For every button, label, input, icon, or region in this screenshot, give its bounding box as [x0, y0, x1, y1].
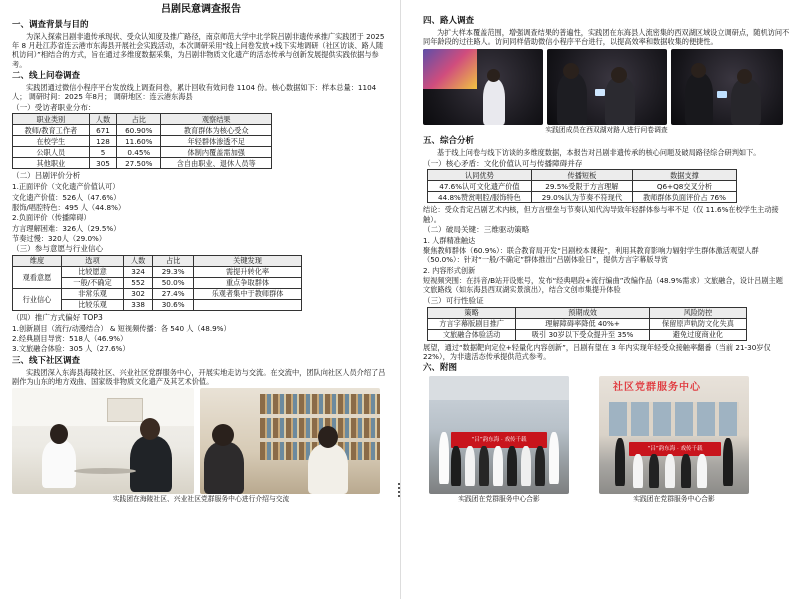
table-cell: 方言字幕版剧目推广 — [428, 318, 516, 329]
section-2-heading: 二、线上问卷调查 — [12, 71, 81, 82]
table-cell: 324 — [123, 267, 152, 278]
evaluation-line: 1.正面评价（文化遗产价值认可） — [12, 182, 120, 192]
core-conflict-table — [427, 169, 737, 203]
table-cell — [194, 300, 302, 311]
table-cell: 其他职业 — [13, 158, 90, 169]
table-header-cell: 预期成效 — [516, 307, 650, 318]
table-header-cell: 策略 — [428, 307, 516, 318]
table-cell: 避免过度商业化 — [649, 329, 746, 340]
community-photos — [12, 388, 390, 494]
table-cell: 教师/教育工作者 — [13, 125, 90, 136]
table-row — [428, 318, 747, 329]
table-row — [428, 329, 747, 340]
table-cell: 671 — [89, 125, 116, 136]
willingness-subheading: （三）参与意愿与行业信心 — [12, 244, 104, 254]
table-row — [13, 267, 302, 278]
appendix-caption-2: 实践团在党群服务中心合影 — [633, 495, 715, 504]
table-header-cell: 选项 — [61, 256, 123, 267]
table-row — [428, 181, 737, 192]
appendix-caption-1: 实践团在党群服务中心合影 — [458, 495, 540, 504]
section-6-heading: 六、附图 — [423, 363, 458, 374]
report-page-2 — [400, 0, 800, 599]
table-cell: 保留原声轨防文化失真 — [649, 318, 746, 329]
table-cell: 教育群体为核心受众 — [161, 125, 272, 136]
strategy-1-text: 聚焦教师群体（60.9%）：联合教育局开发“吕剧校本课程”，利用其教育影响力辐射学生群体激活观望人群（50.0%）：针对“一般/不确定”群体推出“吕剧体验日”，提供方言字幕版导赏 — [423, 246, 759, 265]
table-cell: 128 — [89, 136, 116, 147]
table-header-cell: 认同优势 — [428, 170, 532, 181]
table-cell: 0.45% — [117, 147, 161, 158]
table-cell: 教师群体负面评价占 76% — [632, 192, 736, 203]
table-header-cell: 占比 — [117, 114, 161, 125]
occupation-table — [12, 113, 272, 169]
promotion-line: 3.文旅融合体验：305 人（27.6%） — [12, 344, 130, 354]
table-row — [13, 158, 272, 169]
table-header-cell: 职业类别 — [13, 114, 90, 125]
appendix-photo-2 — [599, 376, 749, 494]
table-header-cell: 人数 — [123, 256, 152, 267]
table-cell: 302 — [123, 289, 152, 300]
building-sign: 社区党群服务中心 — [613, 382, 701, 394]
evaluation-line: 服饰/唱腔特色：495 人（44.8%） — [12, 202, 126, 212]
community-photo-2 — [200, 388, 380, 494]
table-cell: 观看意愿 — [13, 267, 62, 289]
strategy-1-heading: 1. 人群精准触达 — [423, 235, 476, 245]
table-cell: 比较乐观 — [61, 300, 123, 311]
feasibility-table — [427, 307, 747, 341]
table-cell: 47.6%认可文化遗产价值 — [428, 181, 532, 192]
table-cell: 在校学生 — [13, 136, 90, 147]
table-cell: 305 — [89, 158, 116, 169]
table-cell: 30.6% — [153, 300, 194, 311]
table-cell: 年轻群体渗透不足 — [161, 136, 272, 147]
core-conflict-conclusion: 结论：受众肯定吕剧艺术内核，但方言壁垒与节奏认知代沟导致年轻群体参与率不足（仅 11.6%在校学生主动接触）。 — [423, 205, 779, 224]
table-cell: 11.60% — [117, 136, 161, 147]
street-survey-photos — [423, 49, 790, 125]
core-conflict-subheading: （一）核心矛盾：文化价值认可与传播障碍并存 — [423, 158, 583, 168]
section-1-paragraph: 为深入探索吕剧非遗传承现状、受众认知度及推广路径，南京师范大学中北学院吕剧非遗传承推广实践团于 2025 年 8 月赴江苏省连云港市东海县开展社会实践活动，本次调研采用“线上问卷发放+线下实地调研（社区访谈、路人随机访问）”相结合的方式，旨在通过多维度数据采集，为吕剧非物质文化遗产的活态传承与创新发展提供实践依据与参考。 — [12, 31, 385, 69]
willingness-table — [12, 255, 302, 311]
appendix-photo-1 — [429, 376, 569, 494]
table-header-cell: 维度 — [13, 256, 62, 267]
table-header-cell: 关键发现 — [194, 256, 302, 267]
strategy-subheading: （二）破局关键：三维驱动策略 — [423, 224, 530, 234]
community-photo-1 — [12, 388, 194, 494]
group-banner: “吕”韵东海 · 戏传千载 — [451, 432, 547, 448]
table-header-cell: 传播短板 — [531, 170, 632, 181]
table-cell: 29.3% — [153, 267, 194, 278]
report-title: 吕剧民意调查报告 — [161, 4, 241, 15]
table-cell: 含自由职业、退休人员等 — [161, 158, 272, 169]
promotion-line: 2.经典剧目导赏：518人（46.9%） — [12, 334, 128, 344]
evaluation-line: 方言理解困难：326人（29.5%） — [12, 223, 121, 233]
table-cell: 44.8%赞赏唱腔/服饰特色 — [428, 192, 532, 203]
table-cell: 行业信心 — [13, 289, 62, 311]
table-cell: 乐观者集中于教师群体 — [194, 289, 302, 300]
street-photo-3 — [671, 49, 783, 125]
occupation-subheading: （一）受访者职业分布： — [12, 102, 96, 112]
table-cell: 重点争取群体 — [194, 278, 302, 289]
table-cell: 文旅融合体验活动 — [428, 329, 516, 340]
section-5-paragraph: 基于线上问卷与线下访谈的多维度数据，本报告对吕剧非遗传承的核心问题及破局路径综合研判如下。 — [437, 148, 761, 158]
outlook-paragraph: 展望，通过“数据靶向定位+轻量化内容创新”，吕剧有望在 3 年内实现年轻受众接触率翻番（当前 21-30岁仅 22%），为非遗活态传承提供范式参考。 — [423, 342, 771, 361]
table-cell: Q6+Q8交叉分析 — [632, 181, 736, 192]
table-cell: 比较愿意 — [61, 267, 123, 278]
section-1-heading: 一、调查背景与目的 — [12, 19, 89, 30]
table-header-cell: 观察结果 — [161, 114, 272, 125]
street-photo-2 — [547, 49, 667, 125]
table-header-cell: 数据支撑 — [632, 170, 736, 181]
table-row — [428, 192, 737, 203]
table-cell: 5 — [89, 147, 116, 158]
evaluation-subheading: （二）吕剧评价分析 — [12, 171, 81, 181]
table-cell: 需提升转化率 — [194, 267, 302, 278]
street-photo-1 — [423, 49, 543, 125]
table-cell: 非常乐观 — [61, 289, 123, 300]
strategy-2-text: 短视频突围：在抖音/B站开设账号，发布“经典唱段+流行编曲”改编作品（48.9%需求）文旅融合，设计吕剧主题文旅路线（如东海县西双湖实景演出），结合文创市集提升体验 — [423, 276, 783, 295]
evaluation-line: 节奏过慢：320人（29.0%） — [12, 233, 107, 243]
section-4-heading: 四、路人调查 — [423, 16, 475, 26]
evaluation-line: 2.负面评价（传播障碍） — [12, 213, 91, 223]
table-header-cell: 人数 — [89, 114, 116, 125]
section-2-paragraph: 实践团通过微信小程序平台发放线上调查问卷，累计回收有效问卷 1104 份。核心数据如下：样本总量：1104人； 调研时间：2025 年8月； 调研地区：连云港东海县 — [12, 82, 377, 102]
table-row — [13, 125, 272, 136]
section-5-heading: 五、综合分析 — [423, 136, 475, 147]
appendix-photos — [429, 376, 790, 505]
table-cell: 吸引 30岁以下受众提升至 35% — [516, 329, 650, 340]
table-row — [13, 147, 272, 158]
table-cell: 60.90% — [117, 125, 161, 136]
table-cell: 一般/不确定 — [61, 278, 123, 289]
table-cell: 体制内覆盖需加强 — [161, 147, 272, 158]
table-cell: 27.50% — [117, 158, 161, 169]
table-cell: 29.0%认为节奏不符现代 — [531, 192, 632, 203]
promotion-subheading: （四）推广方式偏好 TOP3 — [12, 313, 103, 323]
group-banner-2: “吕”韵东海 · 戏传千载 — [629, 442, 721, 456]
strategy-2-heading: 2. 内容形式创新 — [423, 265, 476, 275]
section-3-paragraph: 实践团深入东海县海陵社区、兴业社区党群服务中心，开展实地走访与交流。在交流中，团队向社区人员介绍了吕剧作为山东的地方戏曲、国家级非物质文化遗产及其艺术价值。 — [12, 367, 386, 387]
table-cell: 552 — [123, 278, 152, 289]
section-3-heading: 三、线下社区调查 — [12, 355, 81, 366]
section-4-paragraph: 为扩大样本覆盖范围，增强调查结果的普遍性，实践团在东海县人流密集的西双湖区域设立调研点，随机访问不同年龄段的过往路人。访问同样借助微信小程序平台进行，以提高效率和数据收集的便捷性。 — [423, 27, 790, 47]
table-cell: 50.0% — [153, 278, 194, 289]
community-photo-caption: 实践团在海陵社区、兴业社区党群服务中心进行介绍与交流 — [112, 495, 290, 504]
street-photo-caption: 实践团成员在西双湖对路人进行问卷调查 — [545, 125, 668, 134]
feasibility-subheading: （三）可行性验证 — [423, 295, 484, 305]
table-header-cell: 风险防控 — [649, 307, 746, 318]
table-row — [13, 289, 302, 300]
table-cell: 27.4% — [153, 289, 194, 300]
table-header-cell: 占比 — [153, 256, 194, 267]
table-cell: 公职人员 — [13, 147, 90, 158]
table-cell: 29.5%受限于方言理解 — [531, 181, 632, 192]
table-cell: 338 — [123, 300, 152, 311]
table-row — [13, 136, 272, 147]
evaluation-line: 文化遗产价值：526人（47.6%） — [12, 192, 121, 202]
table-cell: 理解障碍率降低 40%+ — [516, 318, 650, 329]
promotion-line: 1.创新剧目（流行/动漫结合） & 短视频传播：各 540 人（48.9%） — [12, 323, 231, 333]
